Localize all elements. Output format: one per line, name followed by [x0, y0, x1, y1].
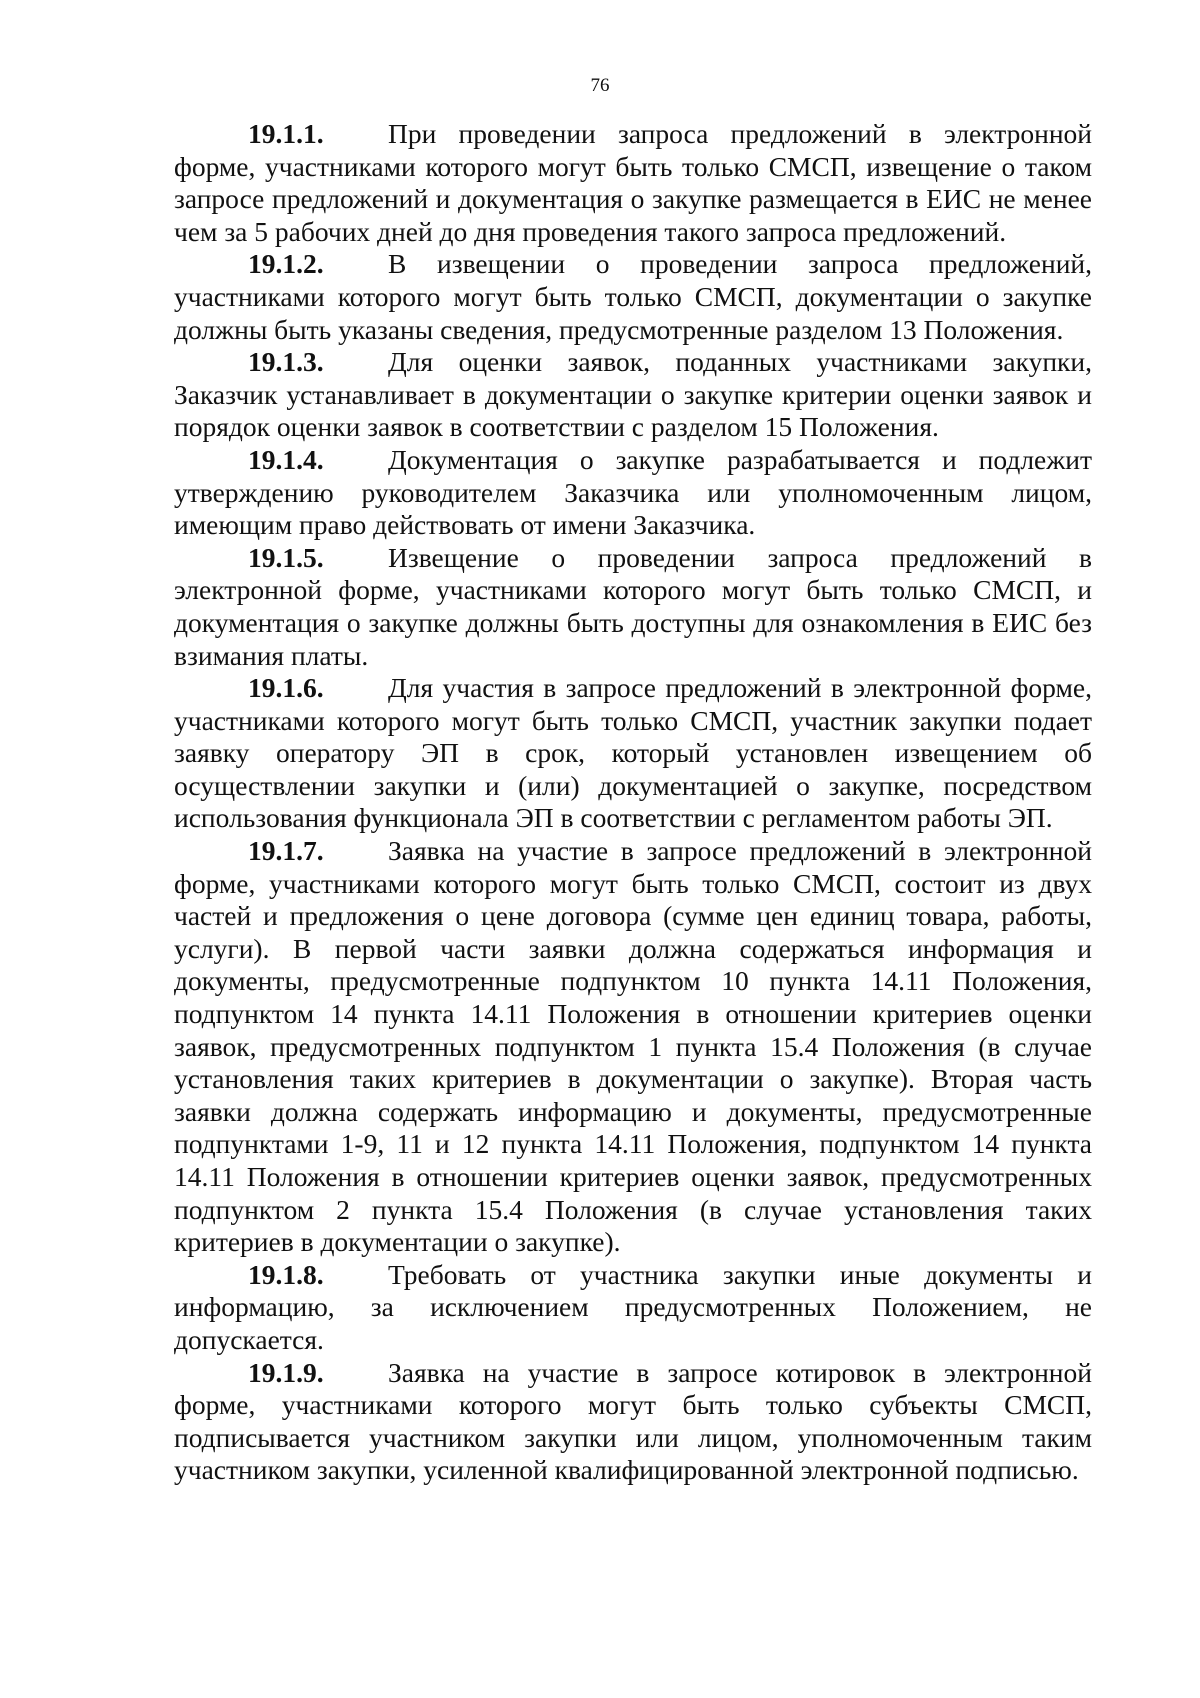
paragraph-number: 19.1.7.: [248, 835, 324, 867]
paragraph-text: Для участия в запросе предложений в электронной форме, участниками которого могут быть только СМСП, участник закупки подает заявку оператору ЭП в срок, который установлен извещением об осуществлении закупки и (или) документацией о закупке, посредством использования функционала ЭП в соответствии с регламентом работы ЭП.: [174, 672, 1092, 834]
paragraph-19-1-6: [174, 672, 1092, 835]
paragraph-number: 19.1.6.: [248, 672, 324, 704]
paragraph-19-1-7: [174, 835, 1092, 1259]
paragraph-number: 19.1.4.: [248, 443, 324, 475]
paragraph-number: 19.1.1.: [248, 118, 324, 149]
paragraph-number: 19.1.3.: [248, 346, 324, 378]
paragraph-19-1-1: [174, 118, 1092, 248]
paragraph-number: 19.1.2.: [248, 248, 324, 280]
paragraph-19-1-3: [174, 346, 1092, 444]
paragraph-text: Заявка на участие в запросе предложений в электронной форме, участниками которого могут быть только СМСП, состоит из двух частей и предложения о цене договора (сумме цен единиц товара, работы, услуги). В первой части заявки должна содержаться информация и документы, предусмотренные подпунктом 10 пункта 14.11 Положения, подпунктом 14 пункта 14.11 Положения в отношении критериев оценки заявок, предусмотренных подпунктом 1 пункта 15.4 Положения (в случае установления таких критериев в документации о закупке). Вторая часть заявки должна содержать информацию и документы, предусмотренные подпунктами 1-9, 11 и 12 пункта 14.11 Положения, подпунктом 14 пункта 14.11 Положения в отношении критериев оценки заявок, предусмотренных подпунктом 2 пункта 15.4 Положения (в случае установления таких критериев в документации о закупке).: [174, 835, 1092, 1258]
paragraph-19-1-9: [174, 1357, 1092, 1487]
paragraph-text: Требовать от участника закупки иные документы и информацию, за исключением предусмотренных Положением, не допускается.: [174, 1258, 1092, 1355]
paragraph-19-1-2: [174, 248, 1092, 346]
paragraph-19-1-8: [174, 1259, 1092, 1357]
paragraph-text: Заявка на участие в запросе котировок в электронной форме, участниками которого могут быть только субъекты СМСП, подписывается участником закупки или лицом, уполномоченным таким участником закупки, усиленной квалифицированной электронной подписью.: [174, 1356, 1092, 1486]
paragraph-19-1-4: [174, 444, 1092, 542]
paragraph-number: 19.1.8.: [248, 1258, 324, 1290]
paragraph-19-1-5: [174, 542, 1092, 672]
paragraph-text: При проведении запроса предложений в электронной форме, участниками которого могут быть только СМСП, извещение о таком запросе предложений и документация о закупке размещается в ЕИС не менее чем за 5 рабочих дней до дня проведения такого запроса предложений.: [174, 118, 1092, 247]
paragraph-text: В извещении о проведении запроса предложений, участниками которого могут быть только СМСП, документации о закупке должны быть указаны сведения, предусмотренные разделом 13 Положения.: [174, 248, 1092, 345]
paragraph-text: Документация о закупке разрабатывается и подлежит утверждению руководителем Заказчика или уполномоченным лицом, имеющим право действовать от имени Заказчика.: [174, 443, 1092, 541]
document-body: [174, 118, 1092, 1487]
page-number: 76: [590, 75, 610, 96]
paragraph-text: Извещение о проведении запроса предложений в электронной форме, участниками которого могут быть только СМСП, и документация о закупке должны быть доступны для ознакомления в ЕИС без взимания платы.: [174, 541, 1092, 671]
paragraph-text: Для оценки заявок, поданных участниками закупки, Заказчик устанавливает в документации о закупке критерии оценки заявок и порядок оценки заявок в соответствии с разделом 15 Положения.: [174, 346, 1092, 443]
paragraph-number: 19.1.9.: [248, 1356, 324, 1388]
paragraph-number: 19.1.5.: [248, 541, 324, 573]
